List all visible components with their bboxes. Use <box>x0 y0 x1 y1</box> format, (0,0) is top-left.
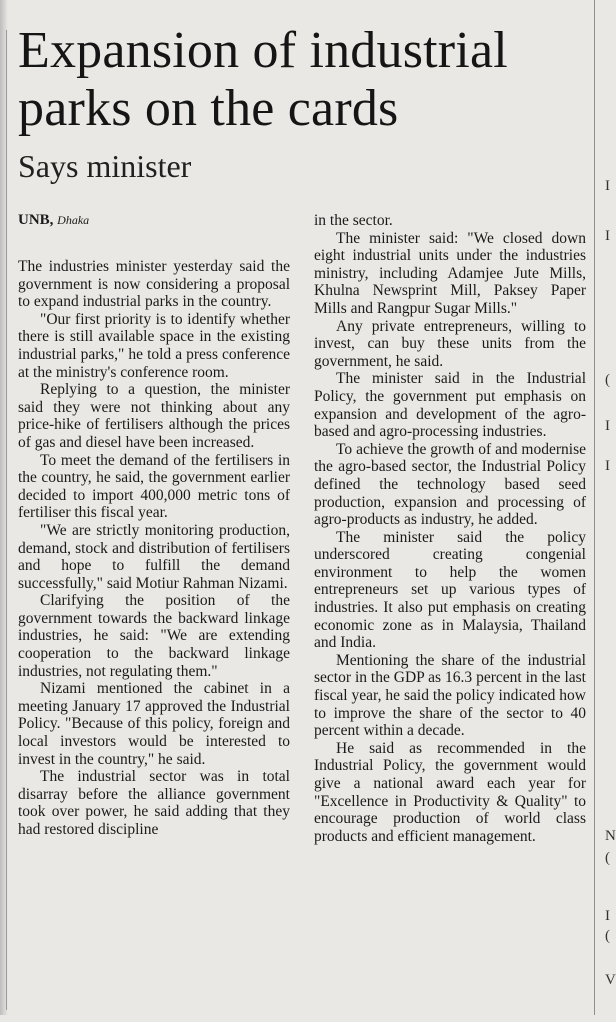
paragraph: The minister said: "We closed down eight industrial units under the industries ministry, including Adamjee Jute Mills, Khulna Newsprint Mill, Paksey Paper Mills and Rangpur Sugar Mills." <box>314 229 586 317</box>
subheadline: Says minister <box>18 148 192 184</box>
paragraph-continuation: in the sector. <box>314 212 393 229</box>
byline <box>18 212 290 234</box>
paragraph: "Our first priority is to identify whether there is still available space in the existing industrial parks," he told a press conference at the ministry's conference room. <box>18 310 290 381</box>
paragraph: Any private entrepreneurs, willing to invest, can buy these units from the government, he said. <box>314 317 586 370</box>
paragraph: Replying to a question, the minister said they were not thinking about any price-hike of fertilisers although the prices of gas and diesel have been increased. <box>18 381 290 451</box>
paragraph: The minister said in the Industrial Policy, the government put emphasis on expansion and development of the agro-based and agro-processing industries. <box>314 370 586 441</box>
fragment-char: I <box>605 458 610 474</box>
article-body <box>18 212 590 1022</box>
column-rule-right <box>594 0 595 1015</box>
article-column-1 <box>18 212 290 839</box>
fragment-char: I <box>605 178 610 194</box>
news-article <box>18 22 590 845</box>
fragment-char: I <box>605 418 610 434</box>
article-column-2 <box>314 212 586 845</box>
fragment-char: ( <box>605 850 610 866</box>
paragraph: To achieve the growth of and modernise the agro-based sector, the Industrial Policy defined the technology based seed production, expansion and processing of agro-products as industry, he added. <box>314 440 586 529</box>
fragment-char: N <box>605 828 616 844</box>
fragment-char: I <box>605 228 610 244</box>
paragraph: Clarifying the position of the government towards the backward linkage industries, he said: "We are extending cooperation to the backward linkage industries, not regulating them." <box>18 592 290 680</box>
paragraph: Nizami mentioned the cabinet in a meeting January 17 approved the Industrial Policy. "Because of this policy, foreign and local investors would be interested to invest in the country," he said. <box>18 680 290 768</box>
headline: Expansion of industrial parks on the cards <box>18 22 508 137</box>
paragraph: The minister said the policy underscored creating congenial environment to help the women entrepreneurs set up various types of industries. It also put emphasis on creating economic zone as in Malaysia, Thailand and India. <box>314 528 586 652</box>
paragraph: The industrial sector was in total disarray before the alliance government took over power, he said adding that they had restored discipline <box>18 768 290 838</box>
byline-place: Dhaka <box>57 213 90 227</box>
adjacent-column-fragments <box>603 0 616 1015</box>
fragment-char: ( <box>605 928 610 944</box>
paragraph: To meet the demand of the fertilisers in the country, he said, the government earlier decided to import 400,000 metric tons of fertiliser this fiscal year. <box>18 451 290 522</box>
fragment-char: V <box>605 972 616 988</box>
paragraph: Mentioning the share of the industrial sector in the GDP as 16.3 percent in the last fiscal year, he said the policy indicated how to improve the share of the sector to 40 percent within a decade. <box>314 651 586 740</box>
paragraph: The industries minister yesterday said the government is now considering a proposal to expand industrial parks in the country. <box>18 258 290 311</box>
column-rule-left <box>6 30 7 1010</box>
fragment-char: I <box>605 908 610 924</box>
byline-agency: UNB, <box>18 212 54 228</box>
fragment-char: ( <box>605 372 610 388</box>
paragraph: He said as recommended in the Industrial Policy, the government would give a national award each year for "Excellence in Productivity & Quality" to encourage production of world class products and efficient management. <box>314 739 586 845</box>
paragraph: "We are strictly monitoring production, demand, stock and distribution of fertilisers and hope to fulfill the demand successfully," said Motiur Rahman Nizami. <box>18 521 290 592</box>
